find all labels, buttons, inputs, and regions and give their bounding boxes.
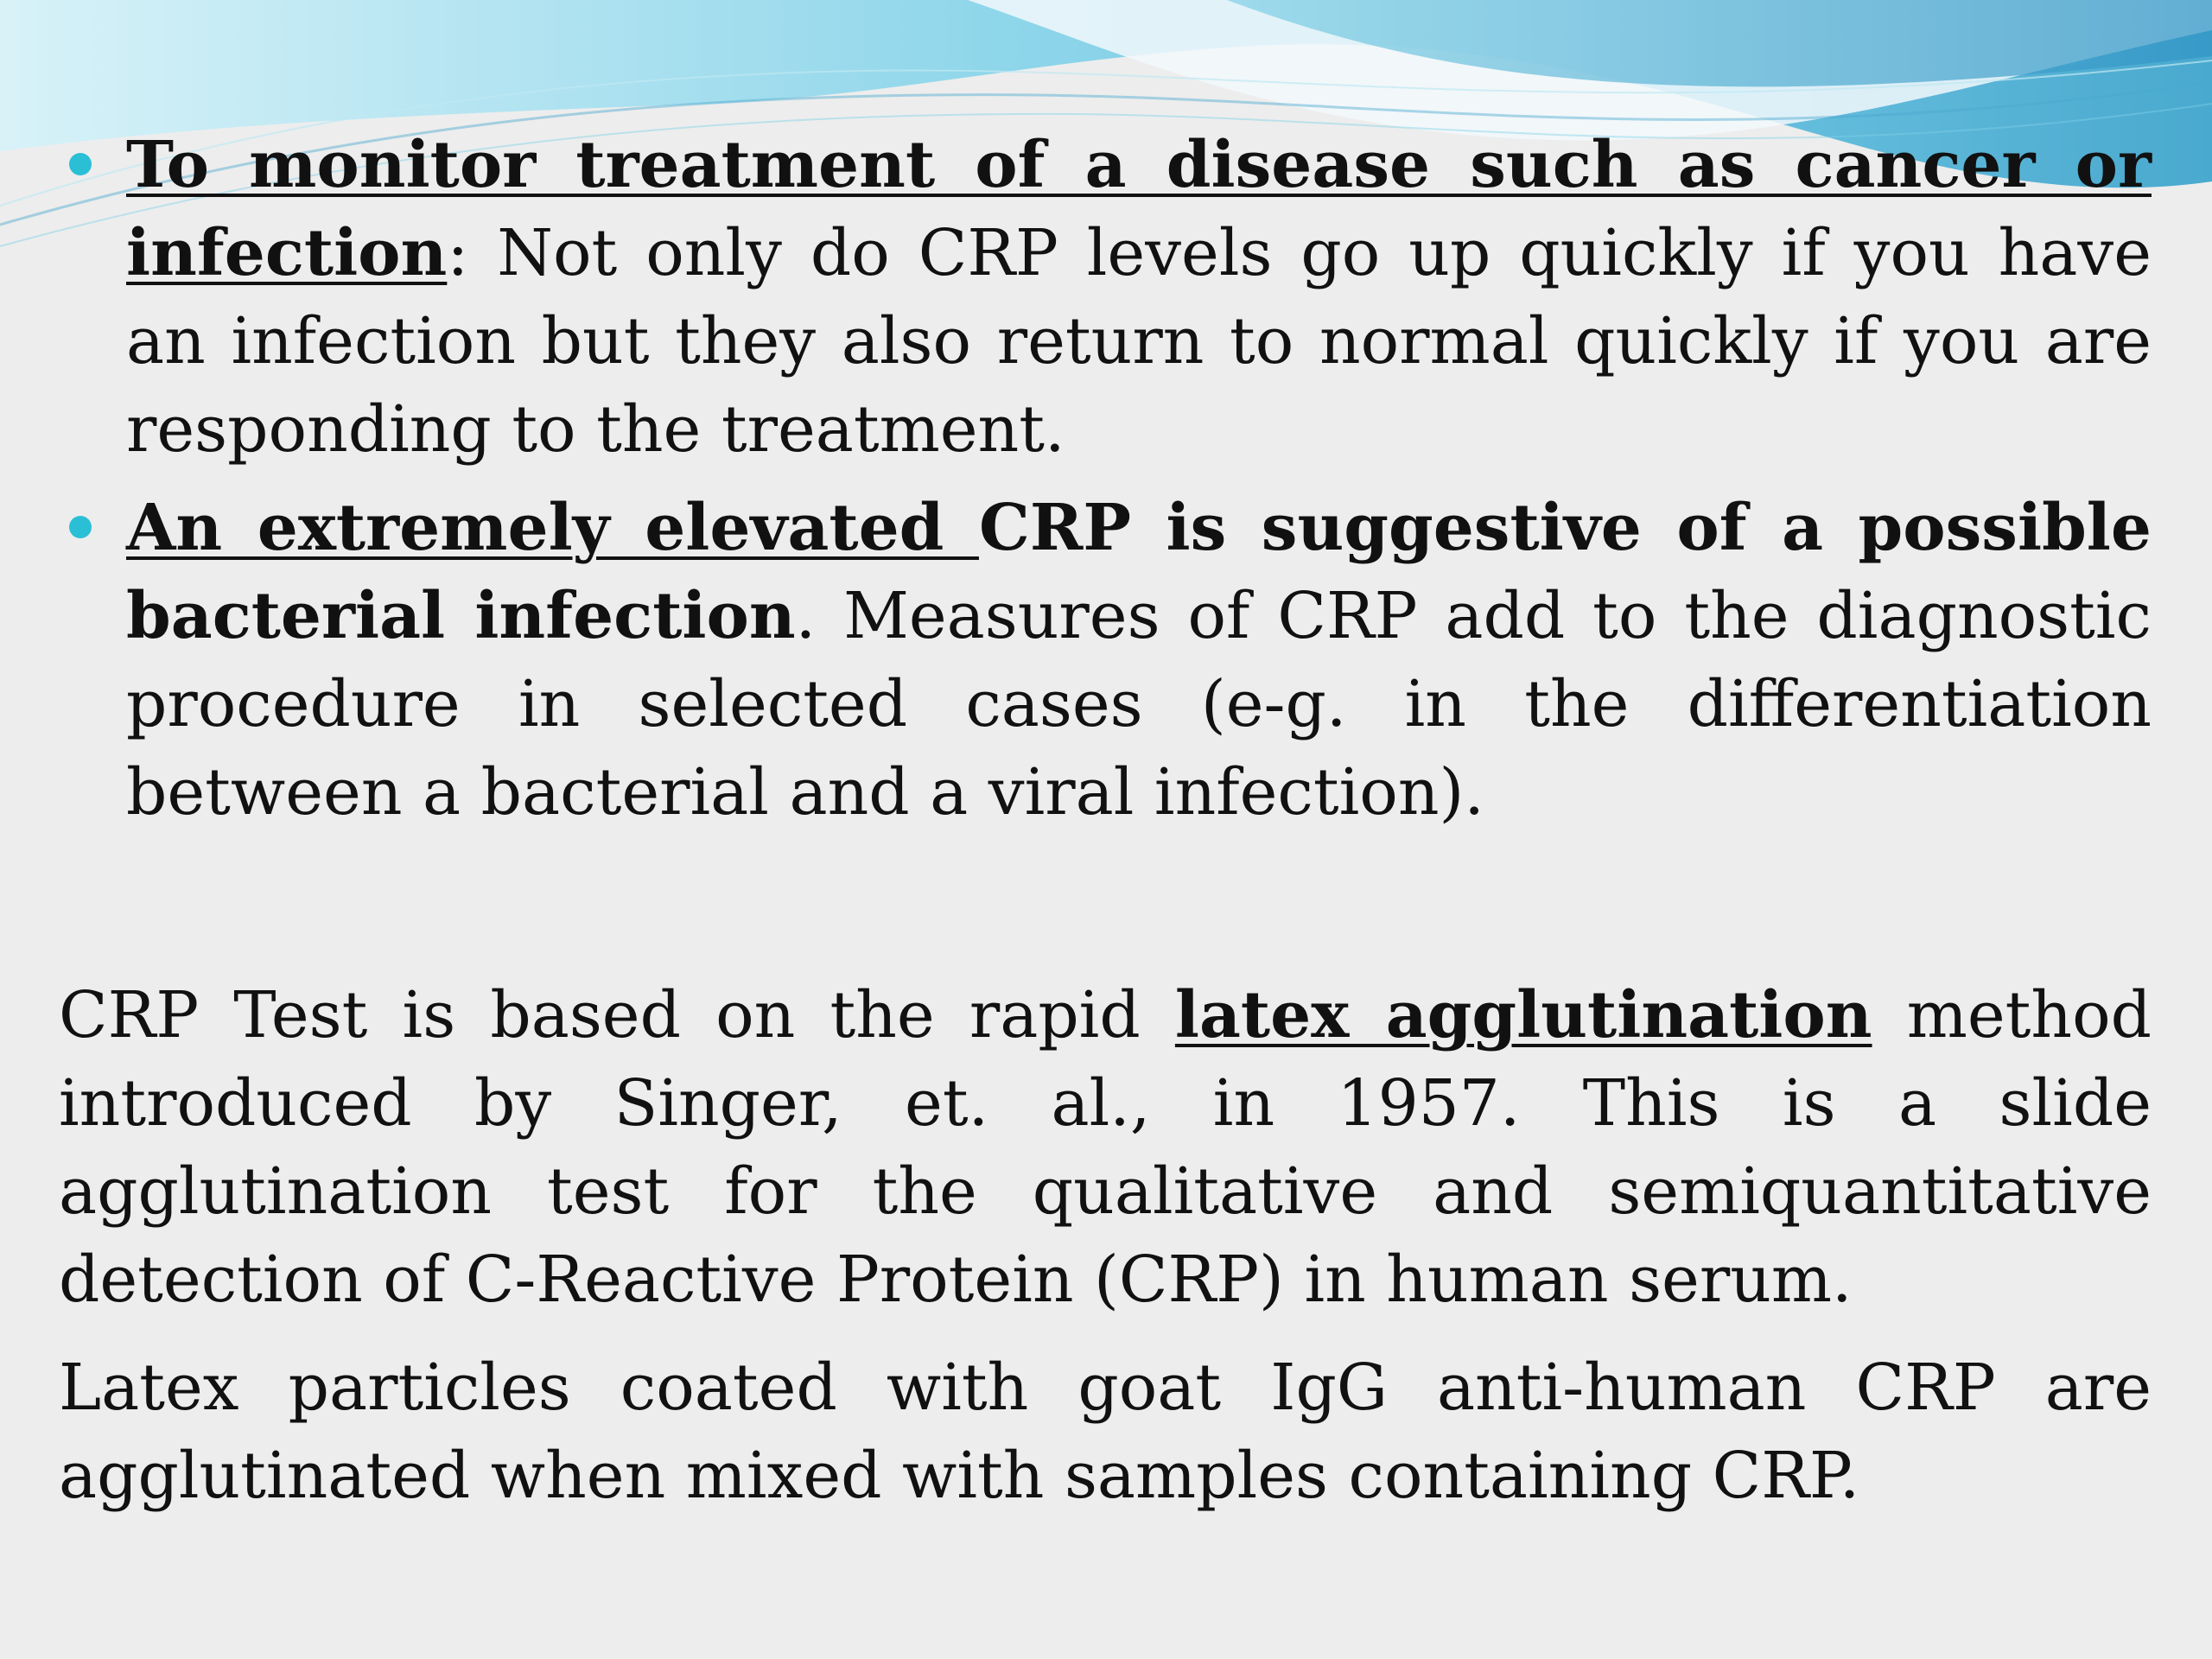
bullet-text: : Not only do CRP levels go up quickly if you have an infection but they also return to normal quickly if you are responding to the treatment. <box>126 216 2152 467</box>
bullet-text: . Measures of CRP add to the diagnostic procedure in selected cases (e-g. in the differentiation between a bacterial and a viral infection). <box>126 579 2152 830</box>
bullet-heading: To monitor treatment of a disease such as cancer or infection <box>126 128 2152 290</box>
paragraph-emphasis: latex agglutination <box>1174 978 1872 1052</box>
paragraph-text-start: CRP Test is based on the rapid <box>59 978 1175 1052</box>
paragraph-latex-particles: Latex particles coated with goat IgG anti-human CRP are agglutinated when mixed with samples containing CRP. <box>59 1351 2152 1513</box>
bullet-heading-bold: CRP is suggestive of a possible bacterial infection <box>126 491 2152 653</box>
bullet-item-monitor-treatment <box>60 121 2152 474</box>
paragraph-text-end: method introduced by Singer, et. al., in 1957. This is a slide agglutination test for the qualitative and semiquantitative detection of C-Reactive Protein (CRP) in human serum. <box>59 978 2152 1317</box>
paragraph-crp-test <box>59 971 2152 1324</box>
bullet-heading-underlined: An extremely elevated <box>126 491 979 565</box>
bullet-item-elevated-crp <box>60 484 2152 836</box>
bullet-dot-icon <box>69 516 92 538</box>
bullet-dot-icon <box>69 153 92 175</box>
bullet-list <box>60 121 2152 847</box>
